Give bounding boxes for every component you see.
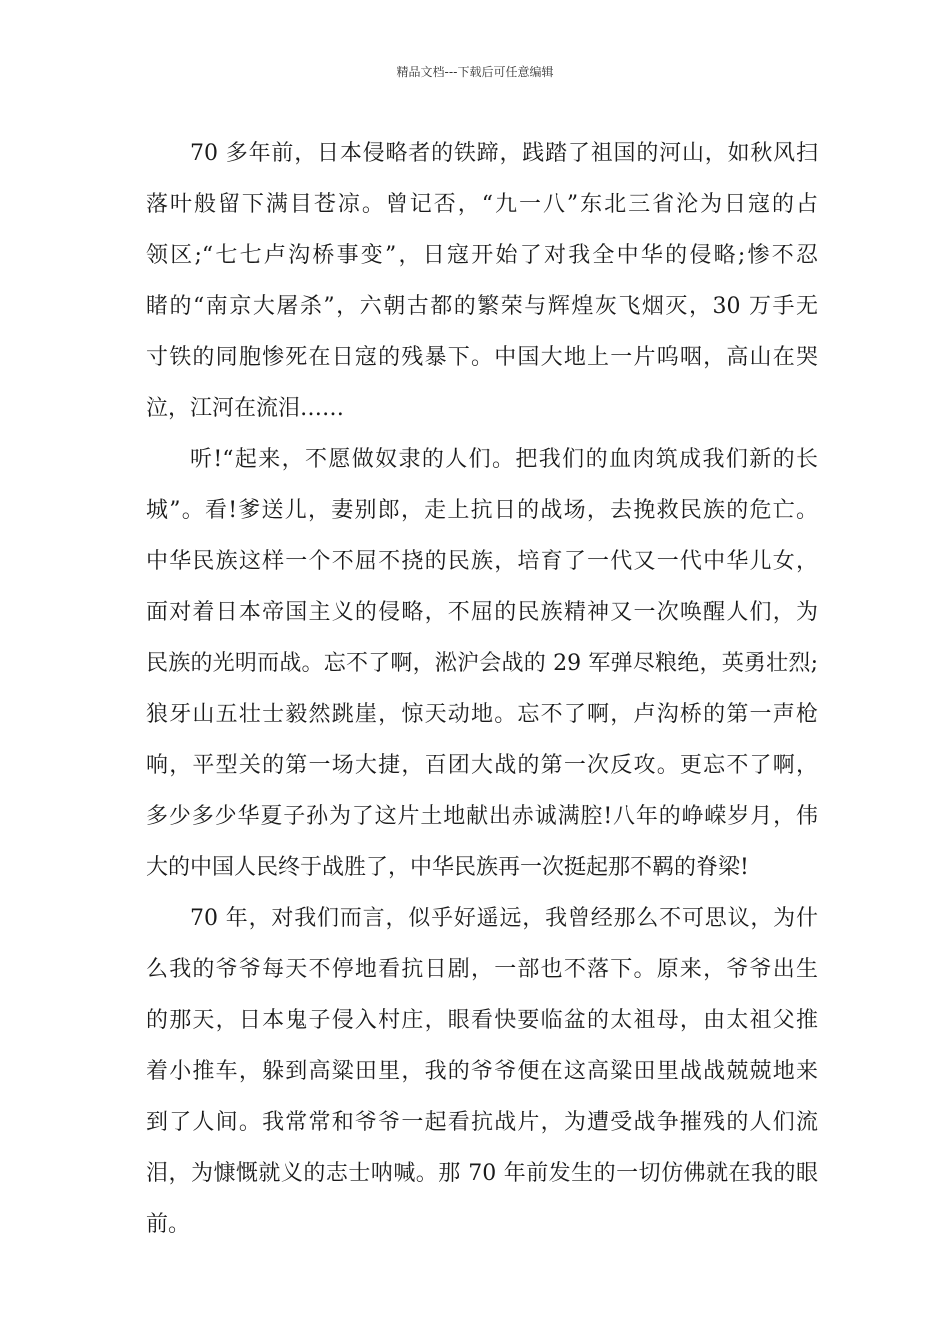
text-line: 面对着日本帝国主义的侵略，不屈的民族精神又一次唤醒人们，为 bbox=[146, 600, 818, 625]
page-header: 精品文档---下载后可任意编辑 bbox=[396, 65, 554, 79]
text-line: 泣，江河在流泪…… bbox=[146, 396, 345, 421]
text-line: 着小推车，躲到高粱田里，我的爷爷便在这高粱田里战战兢兢地来 bbox=[146, 1059, 818, 1084]
text-line: 70 年，对我们而言，似乎好遥远，我曾经那么不可思议，为什 bbox=[190, 906, 818, 931]
text-line: 的那天，日本鬼子侵入村庄，眼看快要临盆的太祖母，由太祖父推 bbox=[146, 1008, 818, 1033]
text-line: 领区;“七七卢沟桥事变”，日寇开始了对我全中华的侵略;惨不忍 bbox=[146, 243, 818, 268]
text-line: 狼牙山五壮士毅然跳崖，惊天动地。忘不了啊，卢沟桥的第一声枪 bbox=[146, 702, 818, 727]
text-line: 多少多少华夏子孙为了这片土地献出赤诚满腔!八年的峥嵘岁月，伟 bbox=[146, 804, 818, 829]
text-line: 到了人间。我常常和爷爷一起看抗战片，为遭受战争摧残的人们流 bbox=[146, 1110, 818, 1135]
text-line: 70 多年前，日本侵略者的铁蹄，践踏了祖国的河山，如秋风扫 bbox=[190, 141, 818, 166]
paragraph bbox=[146, 128, 818, 434]
text-line: 寸铁的同胞惨死在日寇的残暴下。中国大地上一片呜咽，高山在哭 bbox=[146, 345, 818, 370]
text-line: 响，平型关的第一场大捷，百团大战的第一次反攻。更忘不了啊， bbox=[146, 753, 818, 778]
paragraph bbox=[146, 434, 818, 893]
text-line: 么我的爷爷每天不停地看抗日剧，一部也不落下。原来，爷爷出生 bbox=[146, 957, 818, 982]
document-body bbox=[146, 128, 818, 1250]
text-line: 民族的光明而战。忘不了啊，淞沪会战的 29 军弹尽粮绝，英勇壮烈; bbox=[146, 651, 818, 676]
text-line: 城”。看!爹送儿，妻别郎，走上抗日的战场，去挽救民族的危亡。 bbox=[146, 498, 818, 523]
text-line: 睹的“南京大屠杀”，六朝古都的繁荣与辉煌灰飞烟灭，30 万手无 bbox=[146, 294, 818, 319]
text-line: 前。 bbox=[146, 1212, 191, 1237]
paragraph bbox=[146, 893, 818, 1250]
text-line: 泪，为慷慨就义的志士呐喊。那 70 年前发生的一切仿佛就在我的眼 bbox=[146, 1161, 818, 1186]
text-line: 落叶般留下满目苍凉。曾记否，“九一八”东北三省沦为日寇的占 bbox=[146, 192, 818, 217]
text-line: 大的中国人民终于战胜了，中华民族再一次挺起那不羁的脊梁! bbox=[146, 855, 749, 880]
text-line: 听!“起来，不愿做奴隶的人们。把我们的血肉筑成我们新的长 bbox=[190, 447, 818, 472]
text-line: 中华民族这样一个不屈不挠的民族，培育了一代又一代中华儿女， bbox=[146, 549, 818, 574]
